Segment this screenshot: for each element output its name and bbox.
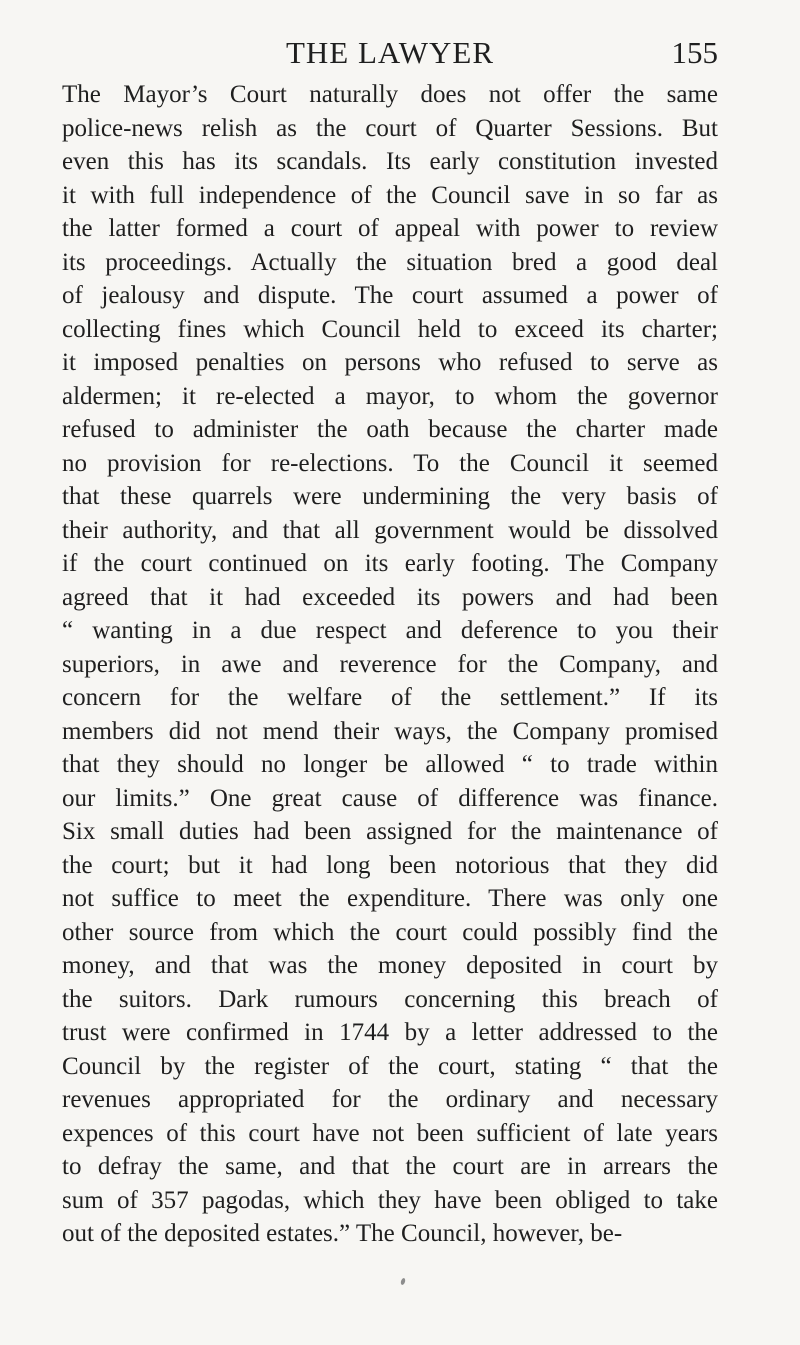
text-line: to defray the same, and that the court are in arrears the — [62, 1153, 718, 1180]
text-line: our limits.” One great cause of difference was finance. — [62, 784, 718, 812]
text-line-last: out of the deposited estates.” The Council, however, be- — [62, 1220, 623, 1247]
text-line: refused to administer the oath because the charter made — [62, 416, 718, 443]
text-line: Six small duties had been assigned for the maintenance of — [62, 818, 718, 845]
text-line: “ wanting in a due respect and deference to you their — [62, 617, 718, 644]
printer-mark — [400, 1278, 406, 1286]
text-line: money, and that was the money deposited in court by — [62, 952, 718, 979]
text-line: of jealousy and dispute. The court assumed a power of — [62, 282, 718, 309]
body-text — [62, 78, 718, 1251]
text-line: The Mayor’s Court naturally does not offer the same — [62, 81, 718, 108]
page-number: 155 — [671, 35, 718, 70]
running-title: THE LAWYER — [285, 35, 495, 70]
text-line: members did not mend their ways, the Company promised — [62, 717, 718, 745]
text-line: not suffice to meet the expenditure. There was only one — [62, 885, 718, 912]
text-line: the suitors. Dark rumours concerning this breach of — [62, 985, 718, 1013]
text-line: police-news relish as the court of Quarter Sessions. But — [62, 114, 718, 142]
text-line: Council by the register of the court, stating “ that the — [62, 1052, 718, 1080]
text-line: that they should no longer be allowed “ to trade within — [62, 751, 718, 778]
text-line: superiors, in awe and reverence for the Company, and — [62, 650, 718, 678]
text-line: even this has its scandals. Its early constitution invested — [62, 148, 718, 175]
text-line: its proceedings. Actually the situation bred a good deal — [62, 248, 718, 276]
text-line: collecting fines which Council held to exceed its charter; — [62, 315, 718, 343]
text-line: revenues appropriated for the ordinary and necessary — [62, 1086, 718, 1113]
running-header — [62, 33, 718, 77]
text-line: concern for the welfare of the settlement.” If its — [62, 684, 718, 711]
text-line: aldermen; it re-elected a mayor, to whom the governor — [62, 382, 718, 410]
text-line: the latter formed a court of appeal with power to review — [62, 215, 718, 242]
text-line: it with full independence of the Council save in so far as — [62, 181, 718, 209]
text-line: trust were confirmed in 1744 by a letter addressed to the — [62, 1019, 718, 1046]
text-line: it imposed penalties on persons who refused to serve as — [62, 349, 718, 376]
text-line: other source from which the court could possibly find the — [62, 918, 718, 946]
text-line: no provision for re-elections. To the Council it seemed — [62, 449, 718, 477]
text-line: agreed that it had exceeded its powers and had been — [62, 583, 718, 611]
text-line: the court; but it had long been notorious that they did — [62, 851, 718, 879]
text-line: sum of 357 pagodas, which they have been obliged to take — [62, 1186, 718, 1214]
text-line: their authority, and that all government would be dissolved — [62, 516, 718, 544]
text-line: that these quarrels were undermining the very basis of — [62, 483, 718, 510]
text-line: expences of this court have not been sufficient of late years — [62, 1119, 718, 1147]
text-line: if the court continued on its early footing. The Company — [62, 550, 718, 577]
